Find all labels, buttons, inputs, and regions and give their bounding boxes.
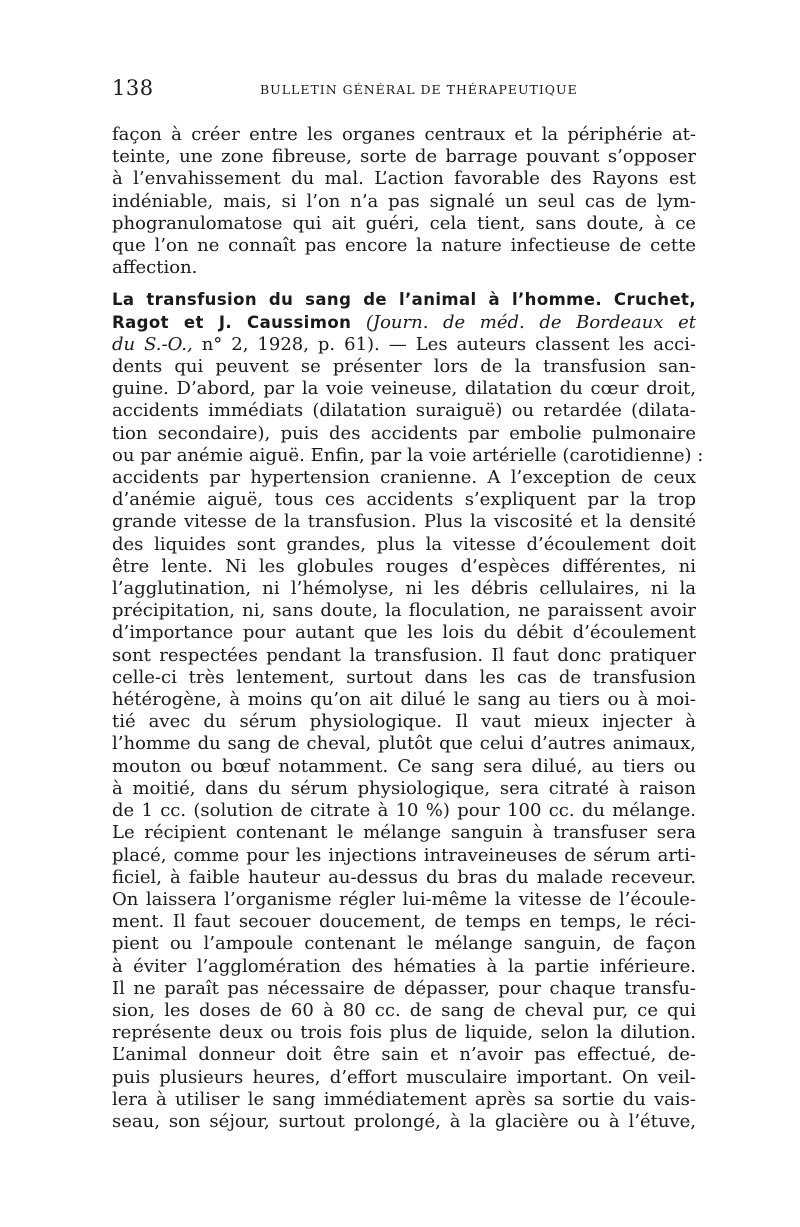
- text-line: d’anémie aiguë, tous ces accidents s’expliquent par la trop: [112, 489, 696, 511]
- paragraph-continuation: [112, 124, 696, 279]
- text-line: ou par anémie aiguë. Enfin, par la voie artérielle (carotidienne) :: [112, 444, 704, 466]
- text-line: pient ou l’ampoule contenant le mélange sanguin, de façon: [112, 933, 696, 955]
- page-number: 138: [112, 76, 154, 100]
- text-line: à moitié, dans du sérum physiologique, sera citraté à raison: [112, 777, 696, 799]
- text-line: celle-ci très lentement, surtout dans les cas de transfusion: [112, 666, 696, 688]
- text-line: ficiel, à faible hauteur au-dessus du bras du malade receveur.: [112, 866, 696, 888]
- text-line: que l’on ne connaît pas encore la nature infectieuse de cette: [112, 235, 696, 257]
- article-title-line: [112, 289, 696, 311]
- text-line: d’importance pour autant que les lois du débit d’écoulement: [112, 622, 696, 644]
- article-authors: Ragot et J. Caussimon: [112, 312, 352, 332]
- page: [112, 70, 704, 1133]
- text-line: à l’envahissement du mal. L’action favorable des Rayons est: [112, 168, 696, 190]
- text-line: grande vitesse de la transfusion. Plus la viscosité et la densité: [112, 511, 696, 533]
- text-line: affection.: [112, 257, 198, 279]
- text-line: [112, 334, 696, 356]
- text-line: placé, comme pour les injections intraveineuses de sérum arti-: [112, 844, 696, 866]
- text-line: On laissera l’organisme régler lui-même la vitesse de l’écoule-: [112, 888, 696, 910]
- article-title: La transfusion du sang de l’animal à l’homme. Cruchet,: [112, 290, 696, 310]
- journal-title: BULLETIN GÉNÉRAL DE THÉRAPEUTIQUE: [260, 82, 578, 97]
- article-citation-source: du S.-O.,: [112, 333, 193, 355]
- text-line: indéniable, mais, si l’on n’a pas signalé un seul cas de lym-: [112, 190, 696, 212]
- text-line: de 1 cc. (solution de citrate à 10 %) pour 100 cc. du mélange.: [112, 800, 696, 822]
- text-line: façon à créer entre les organes centraux et la périphérie at-: [112, 124, 696, 145]
- article-title-line: [112, 312, 696, 334]
- text-line: seau, son séjour, surtout prolongé, à la glacière ou à l’étuve,: [112, 1110, 696, 1132]
- article-abstract: [112, 289, 704, 1133]
- text-line: lera à utiliser le sang immédiatement après sa sortie du vais-: [112, 1088, 696, 1110]
- article-citation-details: n° 2, 1928, p. 61). — Les auteurs classent les acci-: [192, 333, 696, 355]
- text-line: sion, les doses de 60 à 80 cc. de sang de cheval pur, ce qui: [112, 999, 696, 1021]
- running-head: [112, 70, 696, 100]
- text-line: précipitation, ni, sans doute, la floculation, ne paraissent avoir: [112, 600, 696, 622]
- text-line: accidents immédiats (dilatation suraiguë) ou retardée (dilata-: [112, 400, 696, 422]
- text-line: à éviter l’agglomération des hématies à la partie inférieure.: [112, 955, 696, 977]
- text-line: tié avec du sérum physiologique. Il vaut mieux injecter à: [112, 711, 696, 733]
- text-line: ment. Il faut secouer doucement, de temps en temps, le réci-: [112, 911, 696, 933]
- text-line: teinte, une zone fibreuse, sorte de barrage pouvant s’opposer: [112, 146, 696, 168]
- text-line: tion secondaire), puis des accidents par embolie pulmonaire: [112, 422, 696, 444]
- text-line: L’animal donneur doit être sain et n’avoir pas effectué, de-: [112, 1044, 696, 1066]
- text-line: représente deux ou trois fois plus de liquide, selon la dilution.: [112, 1022, 696, 1044]
- body-text: [112, 124, 704, 1133]
- text-line: Il ne paraît pas nécessaire de dépasser, pour chaque transfu-: [112, 977, 696, 999]
- article-citation: (Journ. de méd. de Bordeaux et: [365, 311, 696, 333]
- text-line: sont respectées pendant la transfusion. Il faut donc pratiquer: [112, 644, 696, 666]
- text-line: guine. D’abord, par la voie veineuse, dilatation du cœur droit,: [112, 378, 696, 400]
- text-line: être lente. Ni les globules rouges d’espèces différentes, ni: [112, 555, 696, 577]
- text-line: hétérogène, à moins qu’on ait dilué le sang au tiers ou à moi-: [112, 689, 696, 711]
- text-line: l’agglutination, ni l’hémolyse, ni les débris cellulaires, ni la: [112, 578, 696, 600]
- text-line: Le récipient contenant le mélange sanguin à transfuser sera: [112, 822, 696, 844]
- text-line: l’homme du sang de cheval, plutôt que celui d’autres animaux,: [112, 733, 696, 755]
- text-line: phogranulomatose qui ait guéri, cela tient, sans doute, à ce: [112, 212, 696, 234]
- text-line: dents qui peuvent se présenter lors de la transfusion san-: [112, 356, 696, 378]
- text-line: puis plusieurs heures, d’effort musculaire important. On veil-: [112, 1066, 696, 1088]
- text-line: accidents par hypertension cranienne. A l’exception de ceux: [112, 467, 696, 489]
- text-line: mouton ou bœuf notamment. Ce sang sera dilué, au tiers ou: [112, 755, 696, 777]
- text-line: des liquides sont grandes, plus la vitesse d’écoulement doit: [112, 533, 696, 555]
